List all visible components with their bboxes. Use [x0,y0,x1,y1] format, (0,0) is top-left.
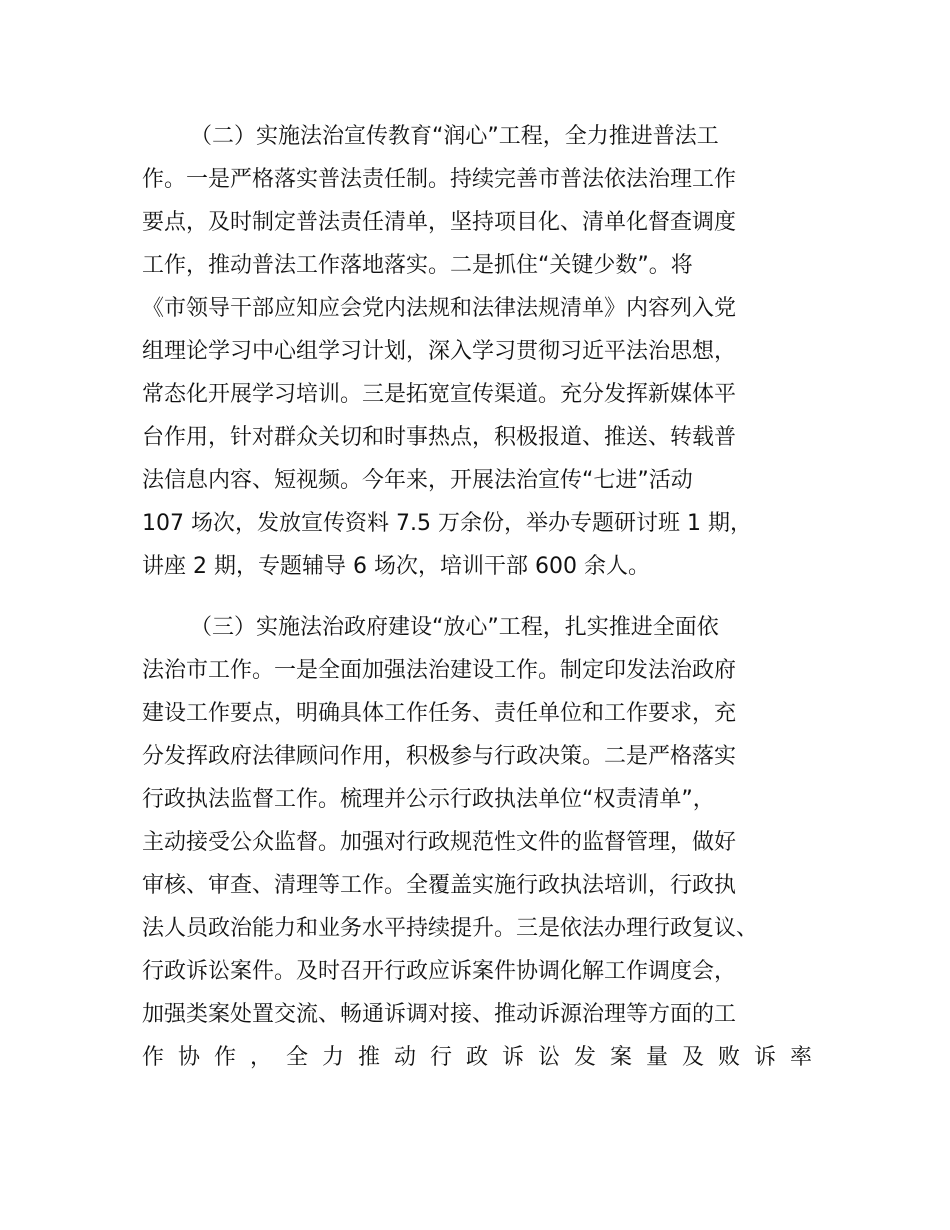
paragraph-line: （二）实施法治宣传教育“润心”工程，全力推进普法工 [190,124,719,149]
paragraph-line: （三）实施法治政府建设“放心”工程，扎实推进全面依 [190,615,719,640]
paragraph-line: 分发挥政府法律顾问作用，积极参与行政决策。二是严格落实 [142,744,737,769]
paragraph-line: 台作用，针对群众关切和时事热点，积极报道、推送、转载普 [142,425,737,450]
paragraph-line: 工作，推动普法工作落地落实。二是抓住“关键少数”。将 [142,253,693,278]
paragraph-line: 法治市工作。一是全面加强法治建设工作。制定印发法治政府 [142,658,737,683]
paragraph-line: 常态化开展学习培训。三是拓宽宣传渠道。充分发挥新媒体平 [142,382,737,407]
paragraph-line: 主动接受公众监督。加强对行政规范性文件的监督管理，做好 [142,830,737,855]
paragraph-legal-publicity [142,115,814,588]
paragraph-line: 要点，及时制定普法责任清单，坚持项目化、清单化督查调度 [142,210,737,235]
paragraph-rule-of-law-government [142,606,827,1079]
paragraph-line: 加强类案处置交流、畅通诉调对接、推动诉源治理等方面的工 [142,1002,737,1027]
paragraph-line: 行政诉讼案件。及时召开行政应诉案件协调化解工作调度会， [142,959,737,984]
paragraph-line: 建设工作要点，明确具体工作任务、责任单位和工作要求，充 [142,701,737,726]
paragraph-line: 组理论学习中心组学习计划，深入学习贯彻习近平法治思想， [142,339,737,364]
paragraph-line: 作协作，全力推动行政诉讼发案量及败诉率 [142,1045,827,1070]
paragraph-line: 法人员政治能力和业务水平持续提升。三是依法办理行政复议、 [142,916,759,941]
paragraph-line: 行政执法监督工作。梳理并公示行政执法单位“权责清单”， [142,787,715,812]
paragraph-line: 《市领导干部应知应会党内法规和法律法规清单》内容列入党 [142,296,737,321]
paragraph-line: 107 场次，发放宣传资料 7.5 万余份，举办专题研讨班 1 期， [142,511,752,536]
paragraph-line: 审核、审查、清理等工作。全覆盖实施行政执法培训，行政执 [142,873,737,898]
paragraph-line: 法信息内容、短视频。今年来，开展法治宣传“七进”活动 [142,468,693,493]
paragraph-line: 作。一是严格落实普法责任制。持续完善市普法依法治理工作 [142,167,737,192]
paragraph-line: 讲座 2 期，专题辅导 6 场次，培训干部 600 余人。 [142,554,650,579]
